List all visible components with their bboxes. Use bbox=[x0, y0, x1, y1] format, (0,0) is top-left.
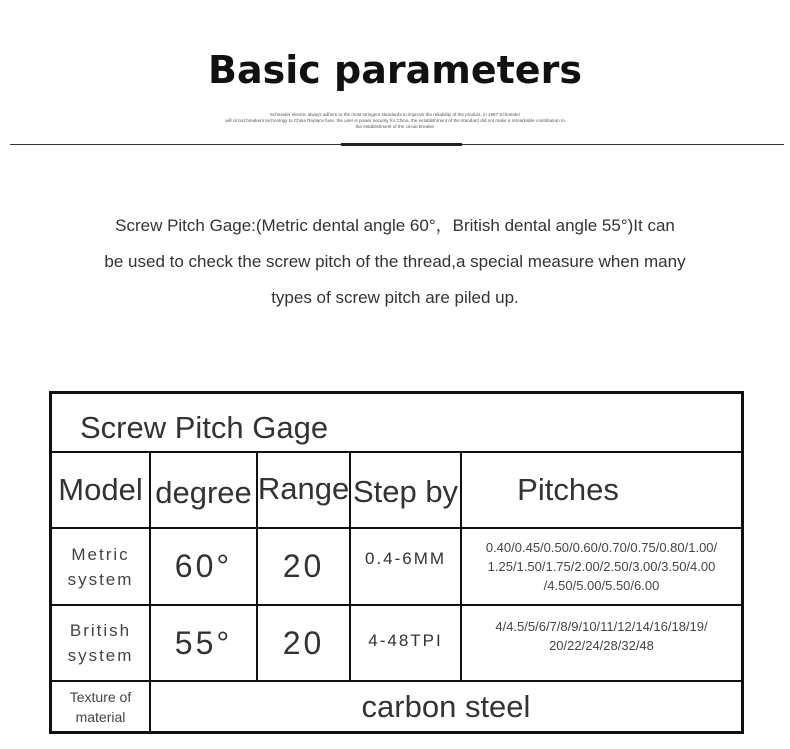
range-metric: 20 bbox=[282, 548, 325, 584]
description bbox=[60, 208, 730, 316]
texture-label bbox=[52, 682, 149, 731]
header-model: Model bbox=[58, 472, 143, 507]
pitches-british bbox=[462, 606, 741, 666]
header-degree: degree bbox=[155, 475, 252, 510]
fine-print-line: will circuit breakers technology to China Replace fuse, the user is power security for China, the establishment of the standard did not make a remarkable contribution to bbox=[225, 118, 565, 124]
pitches-line: /4.50/5.00/5.50/6.00 bbox=[543, 578, 660, 593]
pitches-metric bbox=[462, 529, 741, 604]
texture-label-line2: material bbox=[75, 708, 126, 725]
divider-accent bbox=[341, 143, 462, 146]
description-line: types of screw pitch are piled up. bbox=[271, 288, 519, 307]
material-value: carbon steel bbox=[361, 688, 531, 724]
fine-print bbox=[190, 112, 600, 131]
spec-table bbox=[49, 391, 744, 734]
table-title: Screw Pitch Gage bbox=[80, 410, 329, 445]
description-line: be used to check the screw pitch of the thread,a special measure when many bbox=[104, 252, 686, 271]
page-title: Basic parameters bbox=[208, 48, 582, 92]
fine-print-line: the establishment of the circuit breaker bbox=[355, 124, 435, 130]
model-metric-line2: system bbox=[67, 569, 134, 589]
range-british: 20 bbox=[282, 624, 325, 661]
texture-label-line1: Texture of bbox=[69, 688, 132, 705]
description-line: Screw Pitch Gage:(Metric dental angle 60°，British dental angle 55°)It can bbox=[115, 216, 675, 235]
pitches-line: 1.25/1.50/1.75/2.00/2.50/3.00/3.50/4.00 bbox=[487, 559, 716, 574]
model-metric bbox=[52, 529, 149, 604]
model-british bbox=[52, 606, 149, 680]
step-metric: 0.4-6MM bbox=[364, 549, 447, 568]
pitches-line: 4/4.5/5/6/7/8/9/10/11/12/14/16/18/19/ bbox=[495, 619, 708, 634]
model-metric-line1: Metric bbox=[71, 544, 130, 564]
model-british-line2: system bbox=[67, 646, 134, 665]
model-british-line1: British bbox=[69, 621, 132, 640]
degree-british: 55° bbox=[174, 624, 233, 661]
step-british: 4-48TPI bbox=[368, 631, 443, 650]
header-range: Range bbox=[257, 471, 350, 506]
pitches-line: 20/22/24/28/32/48 bbox=[549, 638, 654, 653]
header-pitches: Pitches bbox=[517, 472, 619, 507]
pitches-line: 0.40/0.45/0.50/0.60/0.70/0.75/0.80/1.00/ bbox=[485, 540, 718, 555]
fine-print-line: Schneider electric always adhere to the most stringent standards to improve the reliability of the product, in 1987 Schneider bbox=[269, 112, 521, 117]
header-step-by: Step by bbox=[352, 474, 459, 509]
degree-metric: 60° bbox=[174, 548, 233, 584]
